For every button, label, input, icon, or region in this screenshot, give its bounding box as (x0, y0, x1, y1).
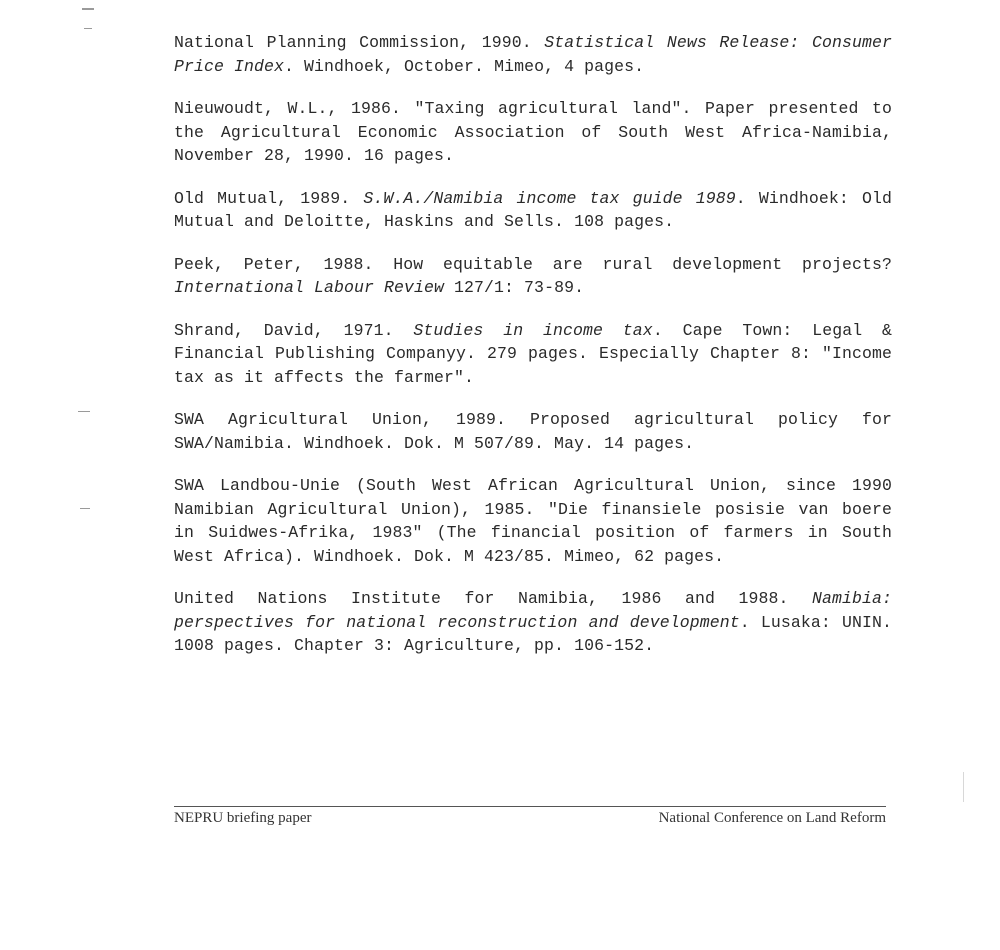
reference-entry: Nieuwoudt, W.L., 1986. "Taxing agricultural land". Paper presented to the Agricultural Economic Association of South West Africa-Namibia, November 28, 1990. 16 pages. (174, 99, 892, 165)
margin-mark (963, 772, 964, 802)
footer-left-text: NEPRU briefing paper (174, 810, 312, 826)
reference-entry: Peek, Peter, 1988. How equitable are rural development projects? International Labour Review 127/1: 73-89. (174, 254, 892, 297)
reference-entry: Old Mutual, 1989. S.W.A./Namibia income tax guide 1989. Windhoek: Old Mutual and Deloitte, Haskins and Sells. 108 pages. (174, 188, 892, 231)
margin-mark (80, 508, 90, 509)
reference-entry: National Planning Commission, 1990. Statistical News Release: Consumer Price Index. Windhoek, October. Mimeo, 4 pages. (174, 33, 892, 76)
reference-entry: SWA Agricultural Union, 1989. Proposed agricultural policy for SWA/Namibia. Windhoek. Dok. M 507/89. May. 14 pages. (174, 410, 892, 453)
footer-rule (174, 806, 886, 807)
margin-mark (82, 8, 94, 10)
reference-list (174, 31, 892, 677)
margin-mark (84, 28, 92, 29)
reference-entry: United Nations Institute for Namibia, 1986 and 1988. Namibia: perspectives for national reconstruction and development. Lusaka: UNIN. 1008 pages. Chapter 3: Agriculture, pp. 106-152. (174, 589, 892, 655)
reference-entry: SWA Landbou-Unie (South West African Agricultural Union, since 1990 Namibian Agricultural Union), 1985. "Die finansiele posisie van boere in Suidwes-Afrika, 1983" (The financial position of farmers in South West Africa). Windhoek. Dok. M 423/85. Mimeo, 62 pages. (174, 476, 892, 566)
reference-entry: Shrand, David, 1971. Studies in income tax. Cape Town: Legal & Financial Publishing Companyy. 279 pages. Especially Chapter 8: "Income tax as it affects the farmer". (174, 320, 892, 387)
footer-right-text: National Conference on Land Reform (658, 810, 886, 826)
margin-mark (78, 411, 90, 412)
page-footer (174, 810, 886, 827)
